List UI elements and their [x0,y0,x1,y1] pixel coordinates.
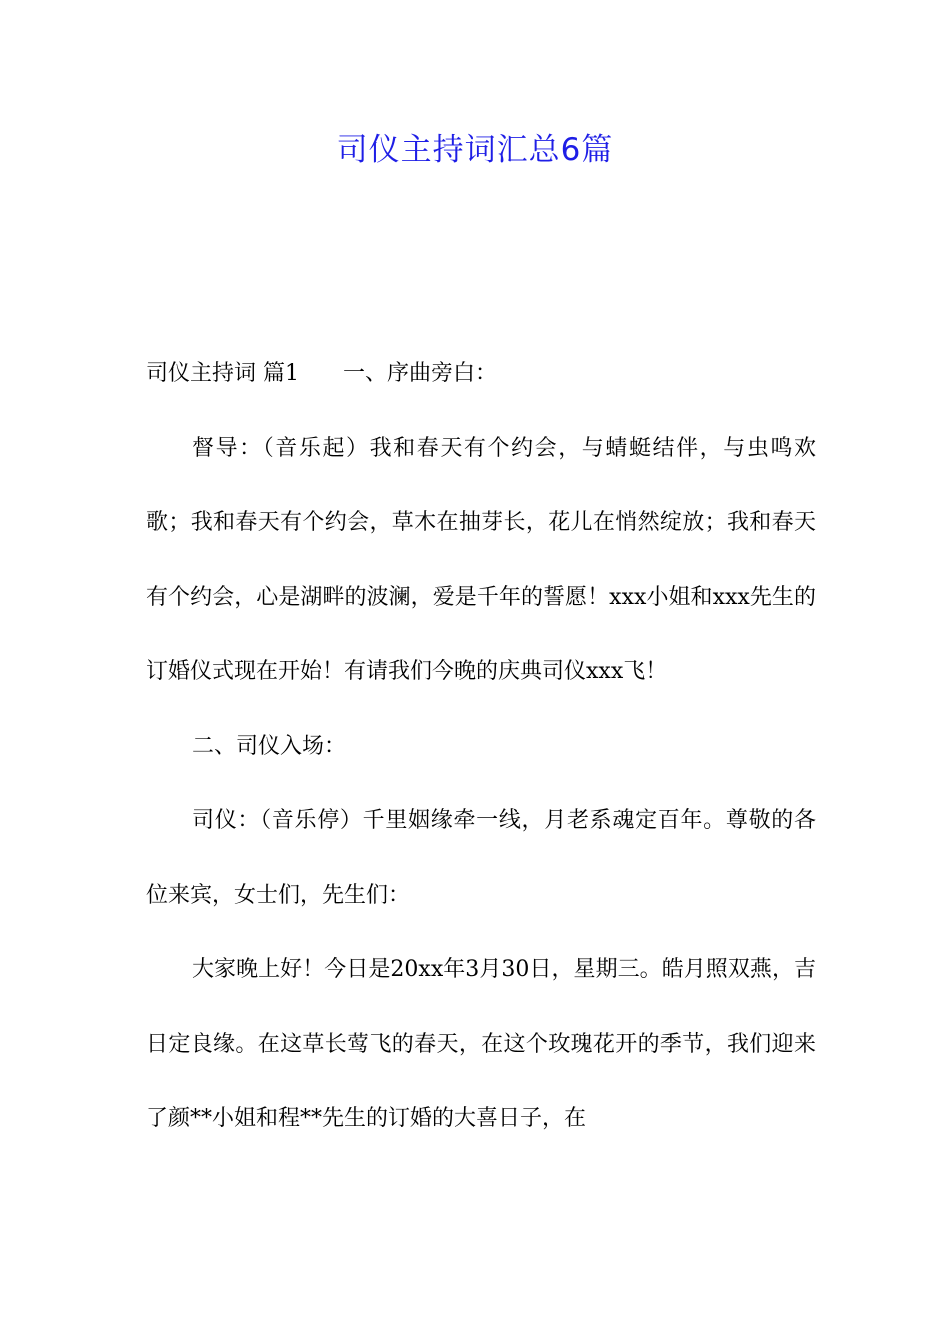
heading-line [146,337,816,412]
document-body [146,337,816,1157]
paragraph-3: 大家晚上好！今日是20xx年3月30日，星期三。皓月照双燕，吉日定良缘。在这草长莺飞的春天，在这个玫瑰花开的季节，我们迎来了颜**小姐和程**先生的订婚的大喜日子，在 [146,957,816,1131]
paragraph-2: 司仪：（音乐停）千里姻缘牵一线，月老系魂定百年。尊敬的各位来宾，女士们，先生们： [146,808,816,908]
section-heading-1: 一、序曲旁白： [343,361,498,386]
paragraph-1: 督导：（音乐起）我和春天有个约会，与蜻蜓结伴，与虫鸣欢歌；我和春天有个约会，草木在抽芽长，花儿在悄然绽放；我和春天有个约会，心是湖畔的波澜，爱是千年的誓愿！xxx小姐和xxx先生的订婚仪式现在开始！有请我们今晚的庆典司仪xxx飞！ [146,435,816,684]
piece-label: 司仪主持词 篇1 [146,361,299,386]
document-title: 司仪主持词汇总6篇 [336,132,614,168]
section-heading-2: 二、司仪入场： [192,733,347,759]
